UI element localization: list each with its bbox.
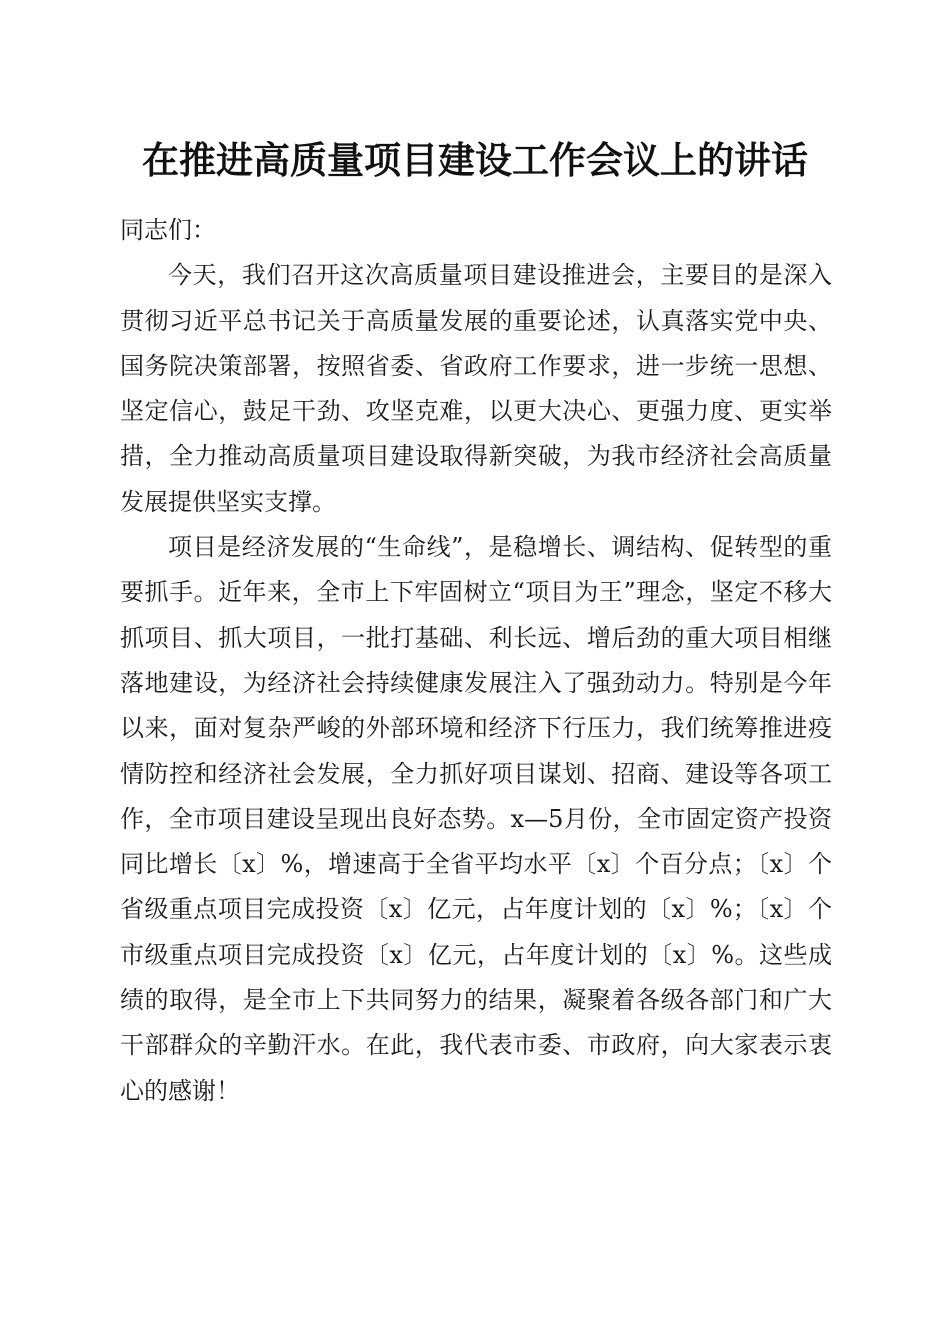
document-body (120, 208, 832, 1114)
salutation: 同志们： (120, 216, 216, 244)
document-title: 在推进高质量项目建设工作会议上的讲话 (142, 138, 808, 182)
paragraph-1: 今天，我们召开这次高质量项目建设推进会，主要目的是深入贯彻习近平总书记关于高质量发展的重要论述，认真落实党中央、国务院决策部署，按照省委、省政府工作要求，进一步统一思想、坚定信心，鼓足干劲、攻坚克难，以更大决心、更强力度、更实举措，全力推动高质量项目建设取得新突破，为我市经济社会高质量发展提供坚实支撑。 (120, 261, 832, 516)
paragraph-2: 项目是经济发展的“生命线”，是稳增长、调结构、促转型的重要抓手。近年来，全市上下牢固树立“项目为王”理念，坚定不移大抓项目、抓大项目，一批打基础、利长远、增后劲的重大项目相继落地建设，为经济社会持续健康发展注入了强劲动力。特别是今年以来，面对复杂严峻的外部环境和经济下行压力，我们统筹推进疫情防控和经济社会发展，全力抓好项目谋划、招商、建设等各项工作，全市项目建设呈现出良好态势。x—5月份，全市固定资产投资同比增长〔x〕%，增速高于全省平均水平〔x〕个百分点；〔x〕个省级重点项目完成投资〔x〕亿元，占年度计划的〔x〕%；〔x〕个市级重点项目完成投资〔x〕亿元，占年度计划的〔x〕%。这些成绩的取得，是全市上下共同努力的结果，凝聚着各级各部门和广大干部群众的辛勤汗水。在此，我代表市委、市政府，向大家表示衷心的感谢！ (120, 533, 832, 1105)
